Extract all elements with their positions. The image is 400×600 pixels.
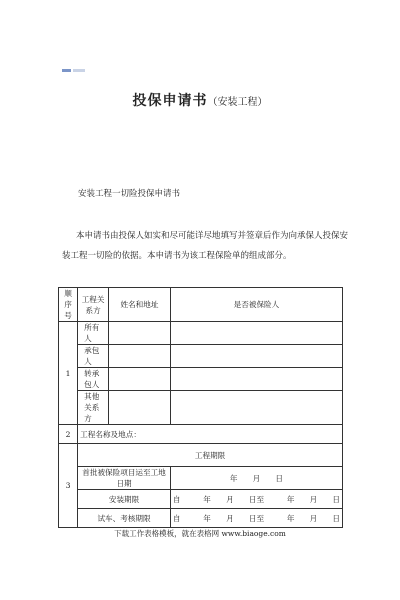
header-party: 工程关系方 [78, 288, 109, 322]
trial-period-value[interactable]: 自 年 月 日至 年 月 日 [170, 509, 342, 528]
other-name-address[interactable] [109, 391, 171, 425]
table-header-row [59, 288, 343, 322]
table-row [59, 509, 343, 528]
owner-insured[interactable] [170, 322, 342, 345]
table-row [59, 322, 343, 345]
page-title [0, 90, 400, 110]
owner-name-address[interactable] [109, 322, 171, 345]
row-no-3: 3 [59, 444, 78, 528]
table-row [59, 345, 343, 368]
subheading: 安装工程一切险投保申请书 [78, 189, 181, 199]
trial-period-label: 试车、考核期限 [78, 509, 171, 528]
party-owner: 所有人 [78, 322, 109, 345]
footer-text: 下载工作表格模板，就在表格网 www.biaoge.com [114, 529, 286, 538]
install-period-label: 安装期限 [78, 490, 171, 509]
table-row [59, 467, 343, 490]
contractor-name-address[interactable] [109, 345, 171, 368]
table-row [59, 368, 343, 391]
first-batch-date[interactable]: 年 月 日 [170, 467, 342, 490]
first-batch-label: 首批被保险项目运至工地日期 [78, 467, 171, 490]
header-insured: 是否被保险人 [170, 288, 342, 322]
table-row [59, 425, 343, 444]
table-row [59, 490, 343, 509]
table-row [59, 391, 343, 425]
party-subcontractor: 转承包人 [78, 368, 109, 391]
other-insured[interactable] [170, 391, 342, 425]
table-row [59, 444, 343, 467]
subcontractor-insured[interactable] [170, 368, 342, 391]
header-name-address: 姓名和地址 [109, 288, 171, 322]
party-contractor: 承包人 [78, 345, 109, 368]
install-period-value[interactable]: 自 年 月 日至 年 月 日 [170, 490, 342, 509]
title-main: 投保申请书 [132, 93, 208, 109]
row-no-1: 1 [59, 322, 78, 425]
period-header: 工程期限 [78, 444, 343, 467]
header-no: 顺序号 [59, 288, 78, 322]
project-name-location[interactable]: 工程名称及地点： [78, 425, 343, 444]
party-other: 其他关系方 [78, 391, 109, 425]
contractor-insured[interactable] [170, 345, 342, 368]
logo-icon [62, 69, 86, 72]
subcontractor-name-address[interactable] [109, 368, 171, 391]
row-no-2: 2 [59, 425, 78, 444]
application-table [58, 287, 343, 528]
intro-paragraph: 本申请书由投保人如实和尽可能详尽地填写并签章后作为向承保人投保安装工程一切险的依据。本申请书为该工程保险单的组成部分。 [62, 231, 349, 261]
title-sub: （安装工程） [207, 97, 268, 108]
